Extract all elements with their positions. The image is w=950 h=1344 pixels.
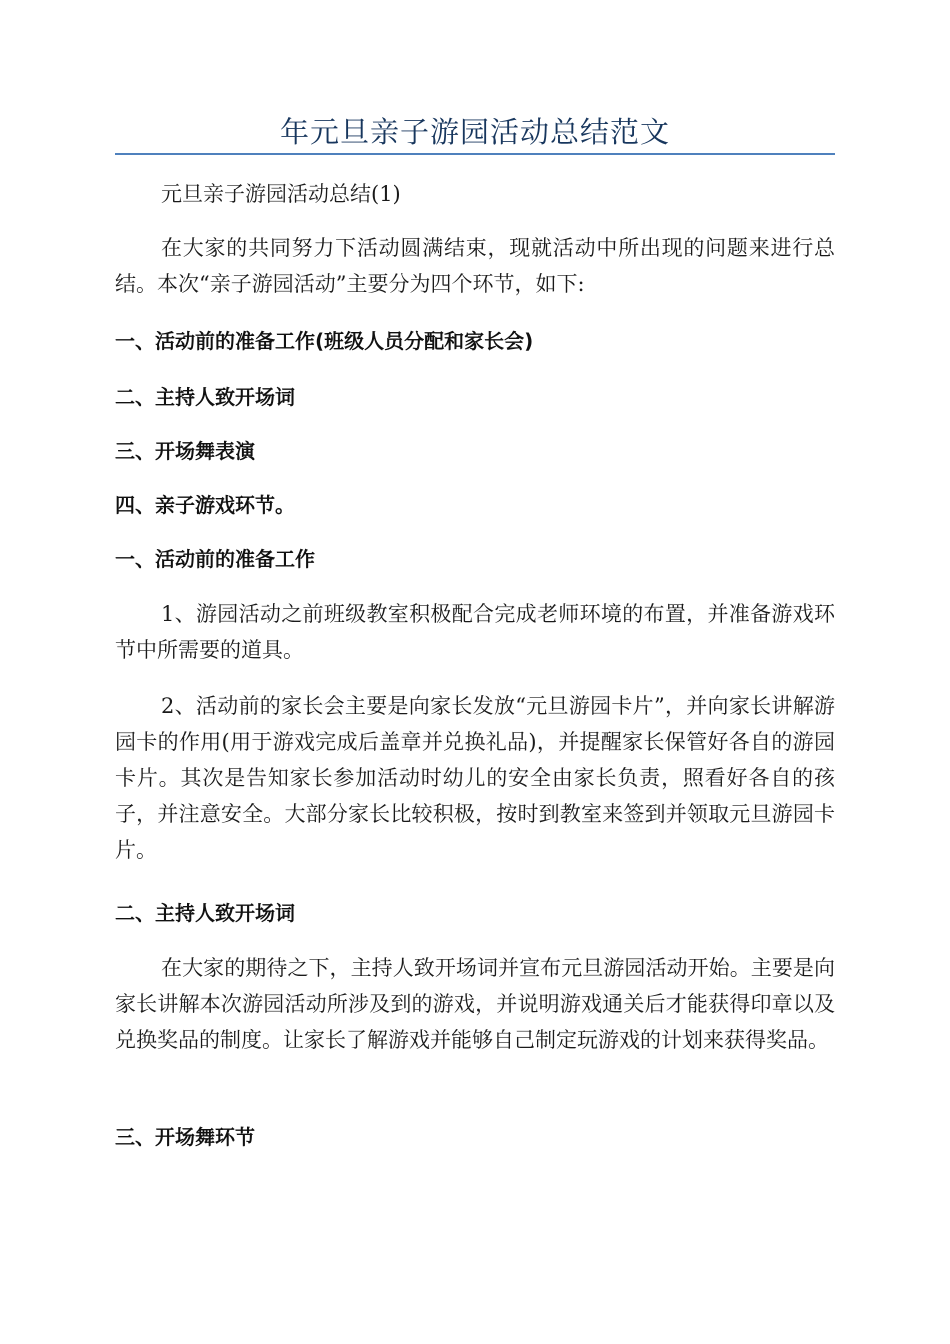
title-underline [115,153,835,155]
outline-item-3: 三、开场舞表演 [115,439,255,463]
document-subtitle: 元旦亲子游园活动总结(1) [161,182,401,206]
intro-paragraph: 在大家的共同努力下活动圆满结束，现就活动中所出现的问题来进行总结。本次“亲子游园活动”主要分为四个环节，如下: [115,236,835,296]
outline-item-2: 二、主持人致开场词 [115,385,295,409]
section-heading-2: 二、主持人致开场词 [115,901,295,925]
document-title: 年元旦亲子游园活动总结范文 [279,115,670,149]
outline-item-1: 一、活动前的准备工作(班级人员分配和家长会) [115,329,534,353]
section-2-paragraph-1: 在大家的期待之下，主持人致开场词并宣布元旦游园活动开始。主要是向家长讲解本次游园活动所涉及到的游戏，并说明游戏通关后才能获得印章以及兑换奖品的制度。让家长了解游戏并能够自己制定玩游戏的计划来获得奖品。 [115,956,835,1052]
section-heading-3: 三、开场舞环节 [115,1125,255,1149]
section-1-paragraph-2: 2、活动前的家长会主要是向家长发放“元旦游园卡片”，并向家长讲解游园卡的作用(用于游戏完成后盖章并兑换礼品)，并提醒家长保管好各自的游园卡片。其次是告知家长参加活动时幼儿的安全由家长负责，照看好各自的孩子，并注意安全。大部分家长比较积极，按时到教室来签到并领取元旦游园卡片。 [115,694,835,862]
section-heading-1: 一、活动前的准备工作 [115,547,315,571]
outline-item-4: 四、亲子游戏环节。 [115,493,295,517]
section-1-paragraph-1: 1、游园活动之前班级教室积极配合完成老师环境的布置，并准备游戏环节中所需要的道具。 [115,602,835,662]
